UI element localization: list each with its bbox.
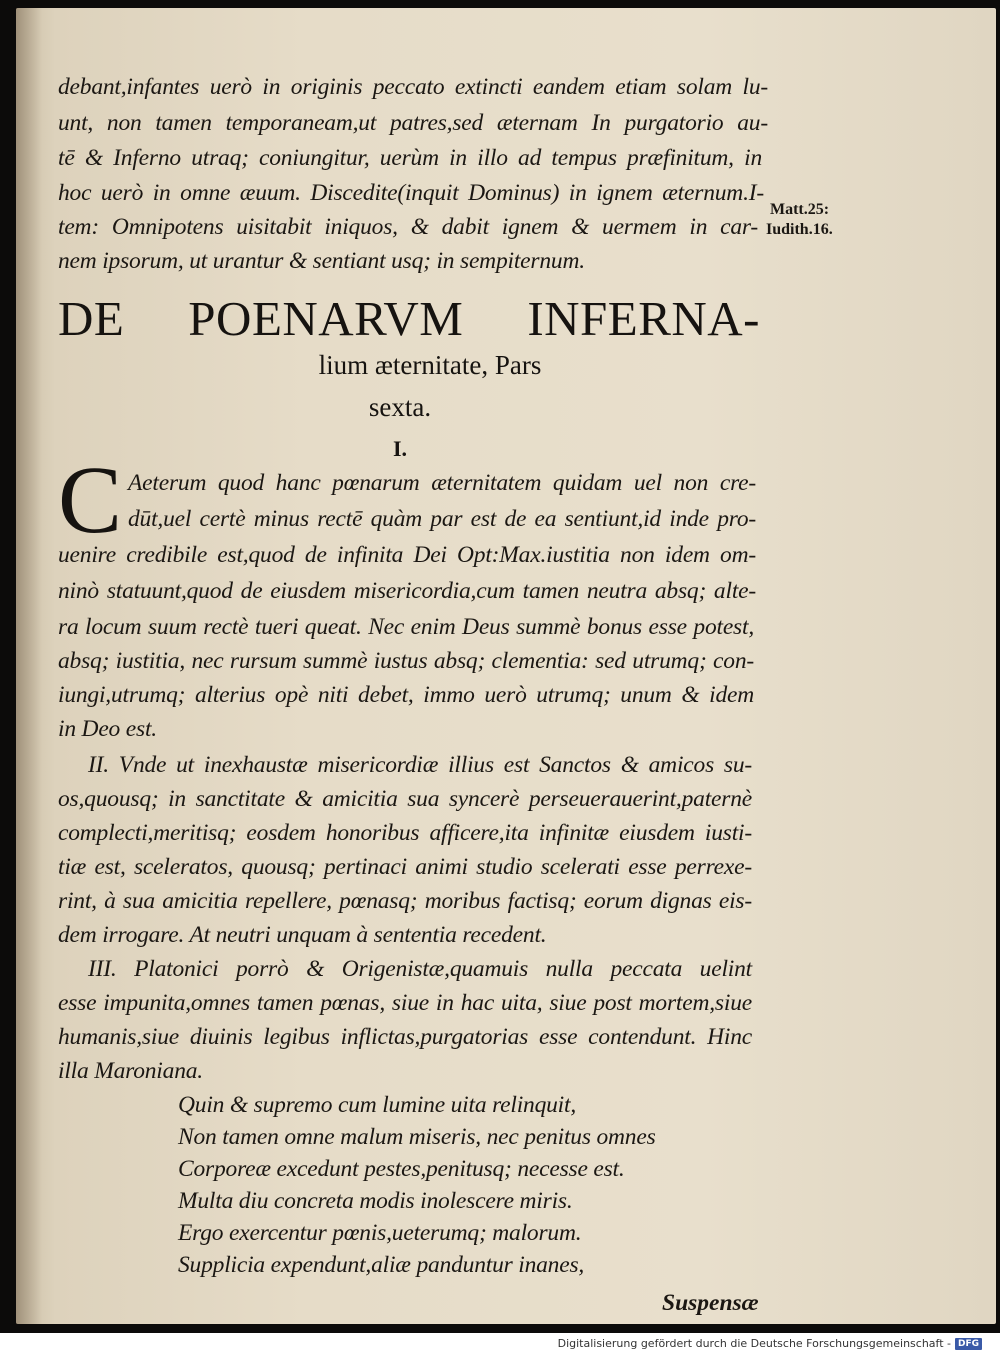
section-number: I. bbox=[392, 436, 408, 461]
text-line: dem irrogare. At neutri unquam à sententia recedent. bbox=[58, 922, 547, 948]
section-heading: DE POENARVM INFERNA- bbox=[58, 291, 760, 346]
text-line: III. Platonici porrò & Origenistæ,quamuis nulla peccata uelint bbox=[88, 956, 752, 982]
footer-text: Digitalisierung gefördert durch die Deutsche Forschungsgemeinschaft - bbox=[557, 1337, 951, 1350]
text-line: unt, non tamen temporaneam,ut patres,sed æternam In purgatorio au- bbox=[58, 110, 768, 136]
text-line: os,quousq; in sanctitate & amicitia sua syncerè perseuerauerint,paternè bbox=[58, 786, 752, 812]
text-line: ninò statuunt,quod de eiusdem misericordia,cum tamen neutra absq; alte- bbox=[58, 578, 756, 604]
text-line: Aeterum quod hanc pœnarum æternitatem quidam uel non cre- bbox=[128, 470, 756, 496]
text-line: in Deo est. bbox=[58, 716, 157, 742]
digitization-footer bbox=[558, 1337, 982, 1350]
text-line: dūt,uel certè minus rectē quàm par est de ea sentiunt,id inde pro- bbox=[128, 506, 756, 532]
margin-note-matthew: Matt.25: bbox=[770, 201, 830, 218]
text-line: iungi,utrumq; alterius opè niti debet, immo uerò utrumq; unum & idem bbox=[58, 682, 754, 708]
verse-line: Corporeæ excedunt pestes,penitusq; necesse est. bbox=[178, 1156, 625, 1182]
verse-line: Ergo exercentur pœnis,ueterumq; malorum. bbox=[178, 1220, 582, 1246]
text-line: tē & Inferno utraq; coniungitur, uerùm in illo ad tempus præfinitum, in bbox=[58, 145, 762, 171]
text-line: esse impunita,omnes tamen pœnas, siue in hac uita, siue post mortem,siue bbox=[58, 990, 752, 1016]
verse-line: Supplicia expendunt,aliæ panduntur inanes, bbox=[178, 1252, 585, 1278]
text-line: humanis,siue diuinis legibus inflictas,purgatorias esse contendunt. Hinc bbox=[58, 1024, 752, 1050]
text-line: tem: Omnipotens uisitabit iniquos, & dabit ignem & uermem in car- bbox=[58, 214, 758, 240]
text-line: debant,infantes uerò in originis peccato extincti eandem etiam solam lu- bbox=[58, 74, 768, 100]
dfg-logo: DFG bbox=[955, 1338, 982, 1350]
verse-line: Non tamen omne malum miseris, nec penitus omnes bbox=[178, 1124, 656, 1150]
text-line: tiæ est, sceleratos, quousq; pertinaci animi studio scelerati esse perrexe- bbox=[58, 854, 752, 880]
text-line: rint, à sua amicitia repellere, pœnasq; moribus factisq; eorum dignas eis- bbox=[58, 888, 752, 914]
text-line: nem ipsorum, ut urantur & sentiant usq; in sempiternum. bbox=[58, 248, 585, 274]
margin-note-judith: Iudith.16. bbox=[766, 221, 833, 238]
text-line: hoc uerò in omne æuum. Discedite(inquit Dominus) in ignem æternum.I- bbox=[58, 180, 764, 206]
verse-line: Quin & supremo cum lumine uita relinquit, bbox=[178, 1092, 577, 1118]
text-line: II. Vnde ut inexhaustæ misericordiæ illius est Sanctos & amicos su- bbox=[88, 752, 752, 778]
text-line: illa Maroniana. bbox=[58, 1058, 203, 1084]
catchword: Suspensæ bbox=[662, 1290, 759, 1316]
verse-line: Multa diu concreta modis inolescere miris. bbox=[178, 1188, 573, 1214]
text-line: complecti,meritisq; eosdem honoribus afficere,ita infinitæ eiusdem iusti- bbox=[58, 820, 752, 846]
text-line: absq; iustitia, nec rursum summè iustus absq; clementia: sed utrumq; con- bbox=[58, 648, 754, 674]
drop-cap: C bbox=[58, 446, 123, 553]
section-heading-line3: sexta. bbox=[368, 392, 432, 422]
page-gutter-shadow bbox=[16, 8, 42, 1324]
text-line: ra locum suum rectè tueri queat. Nec enim Deus summè bonus esse potest, bbox=[58, 614, 754, 640]
text-line: uenire credibile est,quod de infinita Dei Opt:Max.iustitia non idem om- bbox=[58, 542, 756, 568]
section-heading-line2: lium æternitate, Pars bbox=[318, 350, 542, 380]
